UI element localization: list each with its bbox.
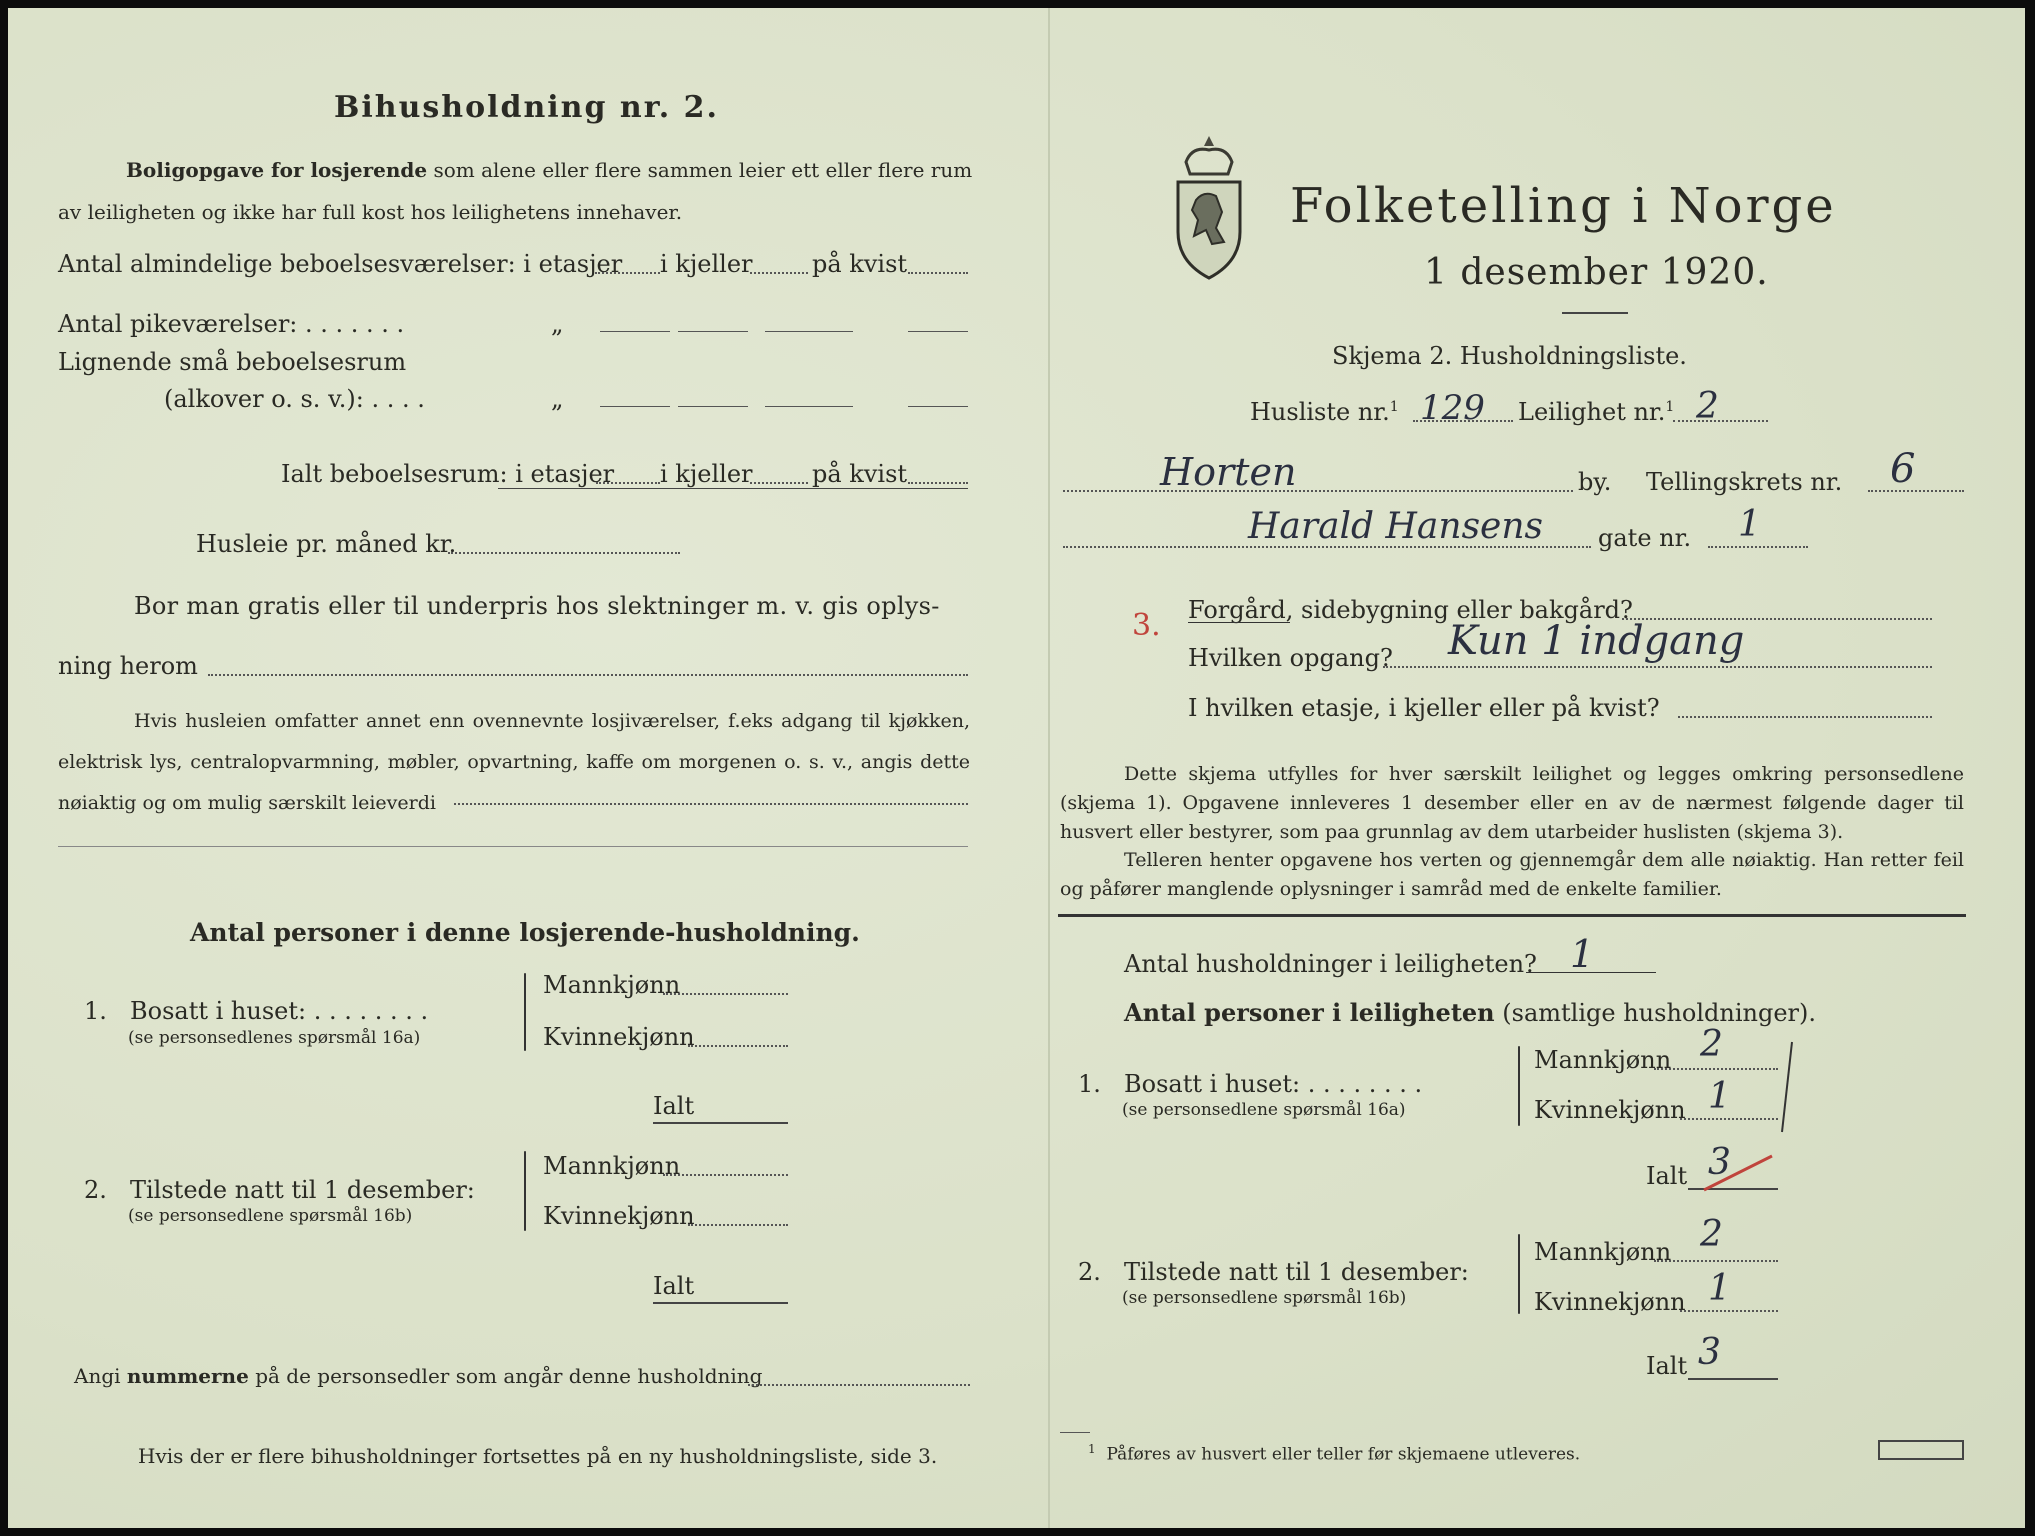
lodger-q1-kvinne-field[interactable]: [688, 1045, 788, 1047]
note-rest: på de personsedler som angår denne husholdning: [255, 1364, 763, 1388]
small-kvist-field-a[interactable]: [765, 406, 853, 407]
apt-q2-mann-value[interactable]: 2: [1700, 1214, 1723, 1255]
footnote-number: 1: [1088, 1442, 1096, 1456]
rooms-etasjer-field[interactable]: [595, 272, 660, 274]
free-rent-line-1: Bor man gratis eller til underpris hos slektninger m. v. gis oplys-: [134, 592, 940, 620]
ditto-mark: „: [551, 310, 564, 338]
lodger-q2-label: Tilstede natt til 1 desember:: [130, 1176, 475, 1204]
apt-q2-kvinne-label: Kvinnekjønn: [1534, 1288, 1686, 1316]
margin-mark: 3.: [1132, 608, 1161, 643]
apt-q1-brace: [1518, 1046, 1520, 1126]
households-value[interactable]: 1: [1570, 932, 1595, 976]
lodger-q1-ialt-field[interactable]: [653, 1122, 788, 1124]
leilighet-label: [1518, 398, 1674, 426]
apt-q1-kvinne-value[interactable]: 1: [1708, 1076, 1731, 1117]
intro-rest: som alene eller flere sammen leier ett eller flere rum: [433, 158, 973, 182]
total-kjeller-label: i kjeller: [660, 460, 753, 488]
info-divider: [1058, 914, 1966, 917]
maid-kjeller-field[interactable]: [678, 331, 748, 332]
husliste-footnote-mark: 1: [1389, 399, 1399, 415]
street-value[interactable]: Harald Hansens: [1248, 506, 1544, 547]
extras-field-2[interactable]: [58, 846, 968, 847]
floor-field[interactable]: [1678, 716, 1932, 718]
apt-q1-ialt-label: Ialt: [1646, 1162, 1688, 1190]
lodger-q1-brace: [524, 973, 526, 1051]
note-numbers-line: [74, 1364, 762, 1388]
apt-q2-kvinne-field[interactable]: [1680, 1310, 1778, 1312]
rooms-label: Antal almindelige beboelsesværelser: i etasjer: [58, 250, 623, 278]
apt-q1-kvinne-field[interactable]: [1680, 1118, 1778, 1120]
street-nr-value[interactable]: 1: [1738, 504, 1761, 545]
lodger-q2-kvinne-label: Kvinnekjønn: [543, 1202, 695, 1230]
lodger-persons-title: Antal personer i denne losjerende-husholdning.: [190, 918, 860, 947]
apt-q1-mann-field[interactable]: [1654, 1068, 1778, 1070]
apt-q1-num: 1.: [1078, 1070, 1101, 1098]
lodger-q2-sub: (se personsedlene spørsmål 16b): [128, 1206, 413, 1226]
apt-q1-sub: (se personsedlene spørsmål 16a): [1122, 1100, 1406, 1120]
footnote-text: Påføres av husvert eller teller før skjemaene utleveres.: [1106, 1444, 1581, 1465]
total-rooms-underline: [498, 488, 968, 489]
entrance-value[interactable]: Kun 1 indgang: [1448, 618, 1745, 664]
free-rent-field[interactable]: [208, 674, 968, 676]
coat-of-arms-icon: [1168, 132, 1250, 282]
apt-q2-num: 2.: [1078, 1258, 1101, 1286]
apartment-persons-rest: (samtlige husholdninger).: [1502, 999, 1817, 1027]
rent-field[interactable]: [448, 552, 680, 554]
lodger-q1-kvinne-label: Kvinnekjønn: [543, 1023, 695, 1051]
apt-q1-mann-value[interactable]: 2: [1700, 1024, 1723, 1065]
lodger-q1-ialt-label: Ialt: [653, 1092, 695, 1120]
footnote-rule: [1060, 1432, 1090, 1433]
total-kjeller-field[interactable]: [750, 482, 808, 484]
city-value[interactable]: Horten: [1160, 450, 1297, 494]
apt-q2-mann-label: Mannkjønn: [1534, 1238, 1672, 1266]
intro-line-1: [126, 158, 972, 182]
apt-q2-mann-field[interactable]: [1654, 1260, 1778, 1262]
tally-tick-mark: [1770, 1038, 1800, 1138]
small-kvist-field[interactable]: [908, 406, 968, 407]
tellingskrets-label: Tellingskrets nr.: [1646, 468, 1843, 496]
apt-q2-sub: (se personsedlene spørsmål 16b): [1122, 1288, 1407, 1308]
schema-label: Skjema 2. Husholdningsliste.: [1332, 342, 1687, 370]
free-rent-line-2: ning herom: [58, 652, 198, 680]
apt-q2-kvinne-value[interactable]: 1: [1708, 1268, 1731, 1309]
footnote: [1088, 1442, 1580, 1465]
small-rooms-label-b: (alkover o. s. v.): . . . .: [164, 385, 425, 413]
maid-rooms-label: Antal pikeværelser: . . . . . . .: [58, 310, 405, 338]
rooms-kjeller-label: i kjeller: [660, 250, 753, 278]
leilighet-footnote-mark: 1: [1665, 399, 1675, 415]
census-form-sheet: [8, 8, 2025, 1528]
lodger-q2-mann-label: Mannkjønn: [543, 1152, 681, 1180]
lodger-q1-num: 1.: [84, 997, 107, 1025]
apt-q2-brace: [1518, 1234, 1520, 1314]
apartment-persons-bold: Antal personer i leiligheten: [1124, 998, 1495, 1027]
apt-q1-label: Bosatt i huset: . . . . . . . .: [1124, 1070, 1423, 1098]
street-nr-field[interactable]: [1708, 546, 1808, 548]
note-nummerne: nummerne: [126, 1364, 249, 1388]
total-etasjer-field[interactable]: [596, 482, 660, 484]
households-label: Antal husholdninger i leiligheten?: [1124, 950, 1537, 978]
info-paragraph-2: Telleren henter opgavene hos verten og gjennemgår dem alle nøiaktig. Han retter feil og påfører manglende oplysninger i samråd med de enkelte familier.: [1060, 849, 1964, 900]
city-field[interactable]: [1063, 490, 1573, 492]
building-part-label: Forgård, sidebygning eller bakgård?: [1188, 596, 1633, 624]
husliste-label-text: Husliste nr.: [1250, 398, 1390, 426]
lodger-q2-brace: [524, 1151, 526, 1231]
intro-line-2: av leiligheten og ikke har full kost hos leilighetens innehaver.: [58, 200, 683, 224]
lodger-q1-sub: (se personsedlenes spørsmål 16a): [128, 1028, 421, 1048]
entrance-label: Hvilken opgang?: [1188, 644, 1393, 672]
rooms-kjeller-field[interactable]: [750, 272, 808, 274]
entrance-field[interactable]: [1383, 666, 1932, 668]
apt-q2-ialt-field[interactable]: [1688, 1378, 1778, 1380]
leilighet-field[interactable]: [1673, 420, 1768, 422]
apt-q1-kvinne-label: Kvinnekjønn: [1534, 1096, 1686, 1124]
small-rooms-label-a: Lignende små beboelsesrum: [58, 348, 407, 376]
rooms-kvist-label: på kvist: [812, 250, 908, 278]
lodger-q2-ialt-label: Ialt: [653, 1272, 695, 1300]
lodger-q1-label: Bosatt i huset: . . . . . . . .: [130, 997, 429, 1025]
note-numbers-field[interactable]: [748, 1384, 970, 1386]
leilighet-value[interactable]: 2: [1696, 386, 1719, 427]
maid-kvist-field-a[interactable]: [765, 331, 853, 332]
apt-q1-ialt-value[interactable]: 3: [1708, 1142, 1731, 1183]
printer-stamp: [1878, 1440, 1964, 1460]
floor-label: I hvilken etasje, i kjeller eller på kvist?: [1188, 694, 1660, 722]
extras-paragraph: Hvis husleien omfatter annet enn ovennevnte losjiværelser, f.eks adgang til kjøkken, elektrisk lys, centralopvarmning, møbler, opvartning, kaffe om morgenen o. s. v., angis dette nøiaktig og om mulig særskilt leieverdi: [58, 710, 970, 814]
total-kvist-field[interactable]: [908, 482, 968, 484]
left-footer: Hvis der er flere bihusholdninger fortsettes på en ny husholdningsliste, side 3.: [138, 1444, 938, 1468]
husliste-label: [1250, 398, 1399, 426]
lodger-q2-kvinne-field[interactable]: [688, 1224, 788, 1226]
lodger-q1-mann-field[interactable]: [663, 993, 788, 995]
info-paragraph-1: Dette skjema utfylles for hver særskilt leilighet og legges omkring personsedlene (skjema 1). Opgavene innleveres 1 desember eller en av de nærmest følgende dager til husvert eller bestyrer, som paa grunnlag av dem utarbeider huslisten (skjema 3).: [1060, 763, 1964, 843]
red-check-mark: [1698, 1150, 1778, 1200]
form-date: 1 desember 1920.: [1424, 252, 1769, 293]
lodger-q2-num: 2.: [84, 1176, 107, 1204]
ditto-mark-2: „: [551, 385, 564, 413]
rent-label: Husleie pr. måned kr.: [196, 530, 457, 558]
intro-bold: Boligopgave for losjerende: [126, 158, 428, 182]
tellingskrets-field[interactable]: [1868, 490, 1964, 492]
forgard-underline: [1188, 622, 1290, 623]
small-etasjer-field[interactable]: [600, 406, 670, 407]
small-kjeller-field[interactable]: [678, 406, 748, 407]
left-title: Bihusholdning nr. 2.: [334, 90, 719, 125]
rooms-kvist-field[interactable]: [908, 272, 968, 274]
lodger-q1-mann-label: Mannkjønn: [543, 971, 681, 999]
apt-q2-label: Tilstede natt til 1 desember:: [1124, 1258, 1469, 1286]
total-kvist-label: på kvist: [812, 460, 908, 488]
lodger-q2-mann-field[interactable]: [663, 1174, 788, 1176]
apt-q2-ialt-value[interactable]: 3: [1698, 1332, 1721, 1373]
city-label: by.: [1578, 468, 1612, 496]
note-angi: Angi: [74, 1364, 121, 1388]
total-rooms-label: Ialt beboelsesrum: i etasjer: [281, 460, 615, 488]
form-title: Folketelling i Norge: [1290, 178, 1837, 234]
street-nr-label: gate nr.: [1598, 524, 1692, 552]
title-divider: [1562, 312, 1628, 314]
apartment-persons-title: [1124, 998, 1816, 1027]
maid-kvist-field[interactable]: [908, 331, 968, 332]
extras-field[interactable]: [454, 803, 968, 805]
apt-q1-mann-label: Mannkjønn: [1534, 1046, 1672, 1074]
lodger-q2-ialt-field[interactable]: [653, 1302, 788, 1304]
leilighet-label-text: Leilighet nr.: [1518, 398, 1666, 426]
tellingskrets-value[interactable]: 6: [1890, 446, 1916, 492]
maid-etasjer-field[interactable]: [600, 331, 670, 332]
husliste-value[interactable]: 129: [1420, 388, 1485, 428]
page-fold: [1048, 8, 1050, 1528]
apt-q2-ialt-label: Ialt: [1646, 1352, 1688, 1380]
